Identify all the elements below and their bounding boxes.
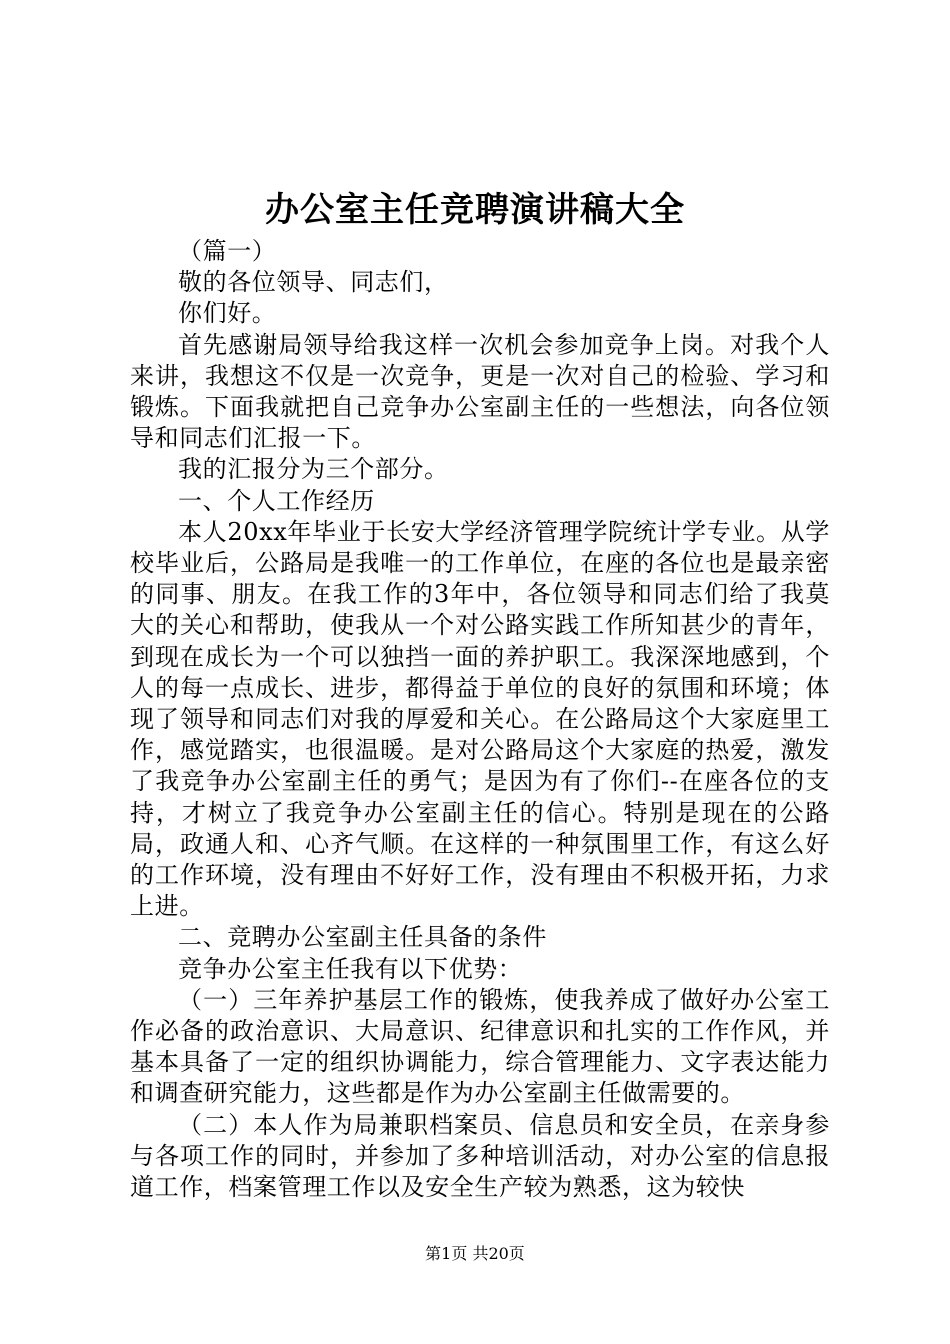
paragraph: 首先感谢局领导给我这样一次机会参加竞争上岗。对我个人来讲，我想这不仅是一次竞争，更是一次对自己的检验、学习和锻炼。下面我就把自己竞争办公室副主任的一些想法，向各位领导和同志们汇报一下。: [130, 330, 830, 453]
paragraph: 竞争办公室主任我有以下优势：: [178, 954, 523, 983]
section-heading: 一、个人工作经历: [178, 486, 375, 515]
paragraph: 我的汇报分为三个部分。: [178, 455, 449, 484]
document-title: 办公室主任竞聘演讲稿大全: [265, 190, 685, 230]
paragraph: 你们好。: [178, 299, 277, 328]
paragraph: （篇一）: [178, 237, 277, 265]
paragraph: （一）三年养护基层工作的锻炼，使我养成了做好办公室工作必备的政治意识、大局意识、纪律意识和扎实的工作作风，并基本具备了一定的组织协调能力，综合管理能力、文字表达能力和调查研究能力，这些都是作为办公室副主任做需要的。: [130, 985, 830, 1108]
paragraph: 本人20xx年毕业于长安大学经济管理学院统计学专业。从学校毕业后，公路局是我唯一的工作单位，在座的各位也是最亲密的同事、朋友。在我工作的3年中，各位领导和同志们给了我莫大的关心和帮助，使我从一个对公路实践工作所知甚少的青年，到现在成长为一个可以独挡一面的养护职工。我深深地感到，个人的每一点成长、进步，都得益于单位的良好的氛围和环境；体现了领导和同志们对我的厚爱和关心。在公路局这个大家庭里工作，感觉踏实，也很温暖。是对公路局这个大家庭的热爱，激发了我竞争办公室副主任的勇气；是因为有了你们--在座各位的支持，才树立了我竞争办公室副主任的信心。特别是现在的公路局，政通人和、心齐气顺。在这样的一种氛围里工作，有这么好的工作环境，没有理由不好好工作，没有理由不积极开拓，力求上进。: [130, 517, 830, 921]
page-number-footer: 第1页 共20页: [425, 1244, 525, 1263]
document-body: [130, 236, 830, 1203]
paragraph: （二）本人作为局兼职档案员、信息员和安全员，在亲身参与各项工作的同时，并参加了多种培训活动，对办公室的信息报道工作，档案管理工作以及安全生产较为熟悉，这为较快: [130, 1110, 830, 1202]
section-heading: 二、竞聘办公室副主任具备的条件: [178, 923, 547, 952]
paragraph: 敬的各位领导、同志们，: [178, 268, 449, 297]
